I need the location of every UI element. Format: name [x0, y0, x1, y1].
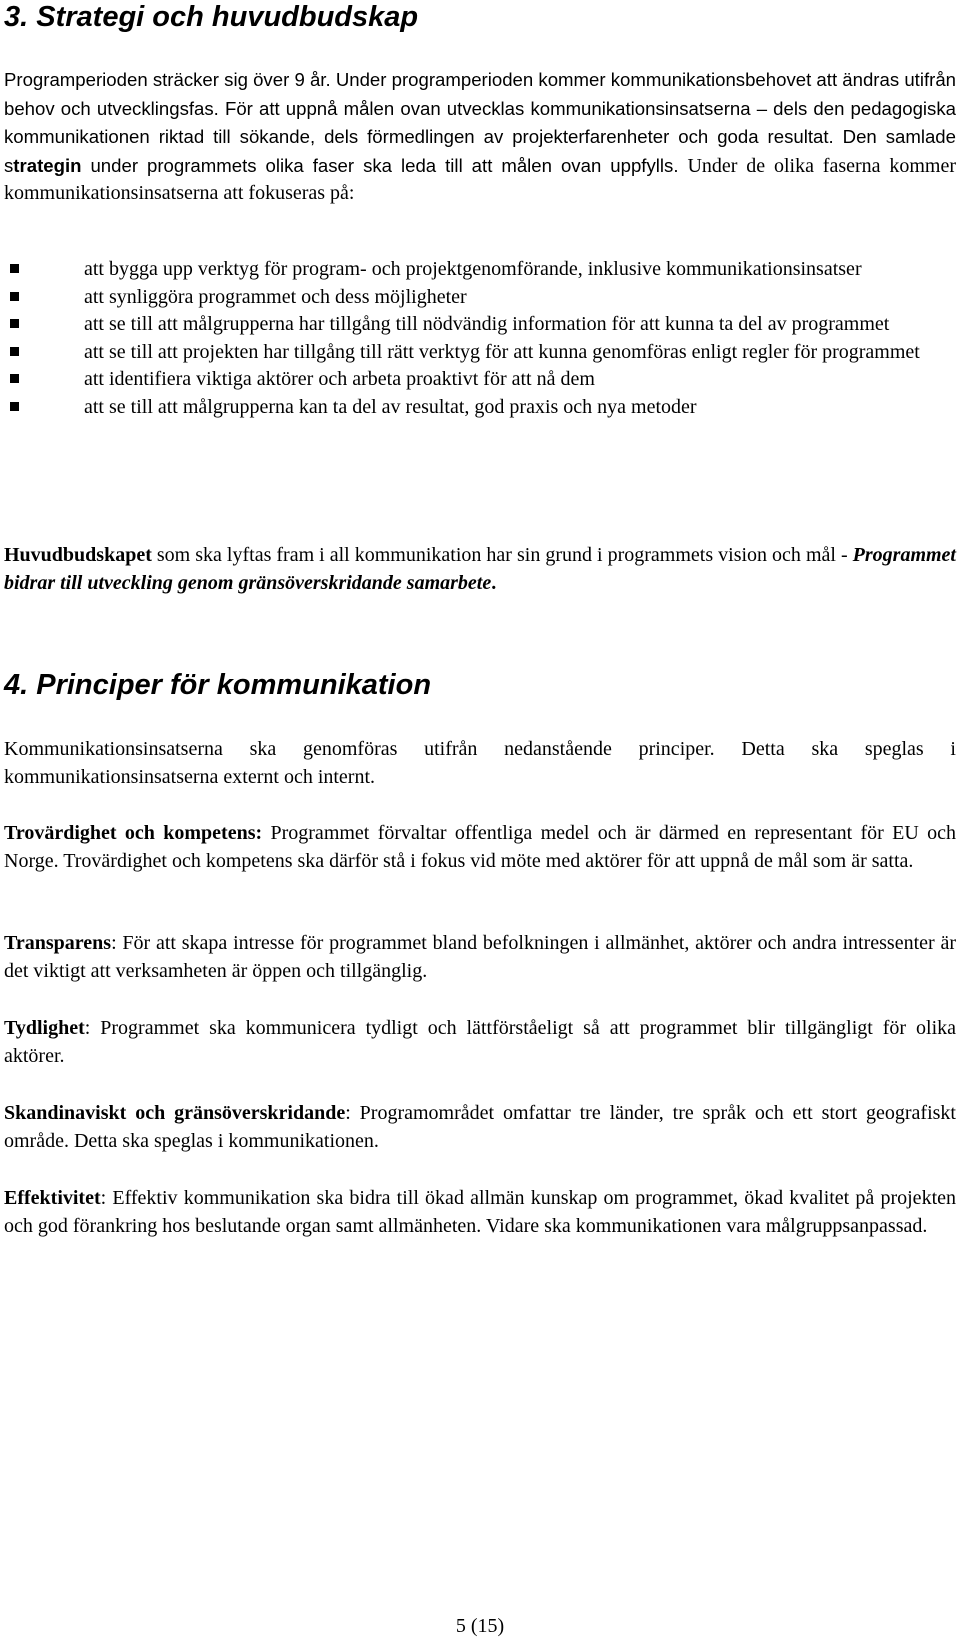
bullet-text: att se till att målgrupperna kan ta del av resultat, god praxis och nya metoder — [84, 395, 697, 418]
bullet-item — [4, 366, 956, 394]
section-3-heading: 3. Strategi och huvudbudskap — [4, 1, 419, 33]
square-bullet-icon — [10, 374, 19, 383]
principle-paragraph — [4, 930, 956, 985]
square-bullet-icon — [10, 292, 19, 301]
intro-strategy-term: trategin — [13, 154, 82, 176]
square-bullet-icon — [10, 319, 19, 328]
main-message-end: . — [491, 571, 497, 594]
intro-serif-text: Under de olika faserna kommer kommunikationsinsatserna att fokuseras på: — [4, 154, 956, 204]
principle-text: : Effektiv kommunikation ska bidra till ökad allmän kunskap om programmet, ökad kvalitet på projekten och god förankring hos beslutande organ samt allmänheten. Vidare ska kommunikationen vara målgruppsanpassad. — [4, 1187, 956, 1237]
principle-term: Trovärdighet och kompetens: — [4, 822, 263, 844]
bullet-item — [4, 256, 956, 284]
intro-sans-text-2: under programmets olika faser ska leda till att målen ovan uppfylls. — [81, 154, 688, 176]
square-bullet-icon — [10, 402, 19, 411]
main-message-text: som ska lyftas fram i all kommunikation har sin grund i programmets vision och mål - — [151, 544, 853, 566]
principle-text: : Programområdet omfattar tre länder, tre språk och ett stort geografiskt område. Detta ska speglas i kommunikationen. — [4, 1102, 956, 1152]
bullet-item — [4, 284, 956, 312]
square-bullet-icon — [10, 347, 19, 356]
bullet-text: att se till att målgrupperna har tillgång till nödvändig information för att kunna ta del av programmet — [84, 313, 890, 335]
bullet-text: att identifiera viktiga aktörer och arbeta proaktivt för att nå dem — [84, 368, 595, 390]
principle-paragraph — [4, 1185, 956, 1240]
bullet-item — [4, 394, 956, 422]
principle-term: Transparens — [4, 932, 112, 954]
principle-text: : För att skapa intresse för programmet bland befolkningen i allmänhet, aktörer och andra intressenter är det viktigt att verksamheten är öppen och tillgänglig. — [4, 932, 956, 982]
focus-bullet-list — [4, 256, 956, 421]
page-number: 5 (15) — [455, 1615, 505, 1637]
principle-text: Programmet förvaltar offentliga medel och är därmed en representant för EU och Norge. Trovärdighet och kompetens ska därför stå i fokus vid möte med aktörer för att uppnå de mål som är satta. — [4, 822, 956, 872]
bullet-text: att se till att projekten har tillgång till rätt verktyg för att kunna genomföras enligt regler för programmet — [84, 340, 920, 363]
main-message-term: Huvudbudskapet — [4, 544, 152, 566]
principle-paragraph — [4, 1015, 956, 1070]
strategy-intro-paragraph — [4, 66, 956, 208]
principle-term: Effektivitet — [4, 1187, 101, 1209]
principle-paragraph — [4, 820, 956, 875]
square-bullet-icon — [10, 264, 19, 273]
intro-sans-text: Programperioden sträcker sig över 9 år. Under programperioden kommer kommunikationsbehovet att ändras utifrån behov och utvecklingsfas. För att uppnå målen ovan utvecklas kommunikationsinsatserna – dels den pedagogiska kommunikationen riktad till sökande, dels förmedlingen av projekterfarenheter och goda resultat. Den samlade s — [4, 69, 956, 176]
principle-text: : Programmet ska kommunicera tydligt och lättförståeligt så att programmet blir tillgängligt för olika aktörer. — [4, 1017, 956, 1067]
main-message-paragraph — [4, 542, 956, 597]
bullet-text: att bygga upp verktyg för program- och projektgenomförande, inklusive kommunikationsinsatser — [84, 258, 862, 280]
principles-intro-paragraph: Kommunikationsinsatserna ska genomföras utifrån nedanstående principer. Detta ska speglas i kommunikationsinsatserna externt och internt. — [4, 738, 956, 788]
principle-paragraph — [4, 1100, 956, 1155]
section-4-heading: 4. Principer för kommunikation — [4, 669, 432, 701]
bullet-item — [4, 311, 956, 339]
principle-term: Tydlighet — [4, 1017, 85, 1039]
main-message-slogan: Programmet bidrar till utveckling genom gränsöverskridande samarbete — [4, 544, 956, 594]
principle-term: Skandinaviskt och gränsöverskridande — [4, 1102, 346, 1124]
bullet-item — [4, 339, 956, 367]
bullet-text: att synliggöra programmet och dess möjligheter — [84, 285, 467, 308]
